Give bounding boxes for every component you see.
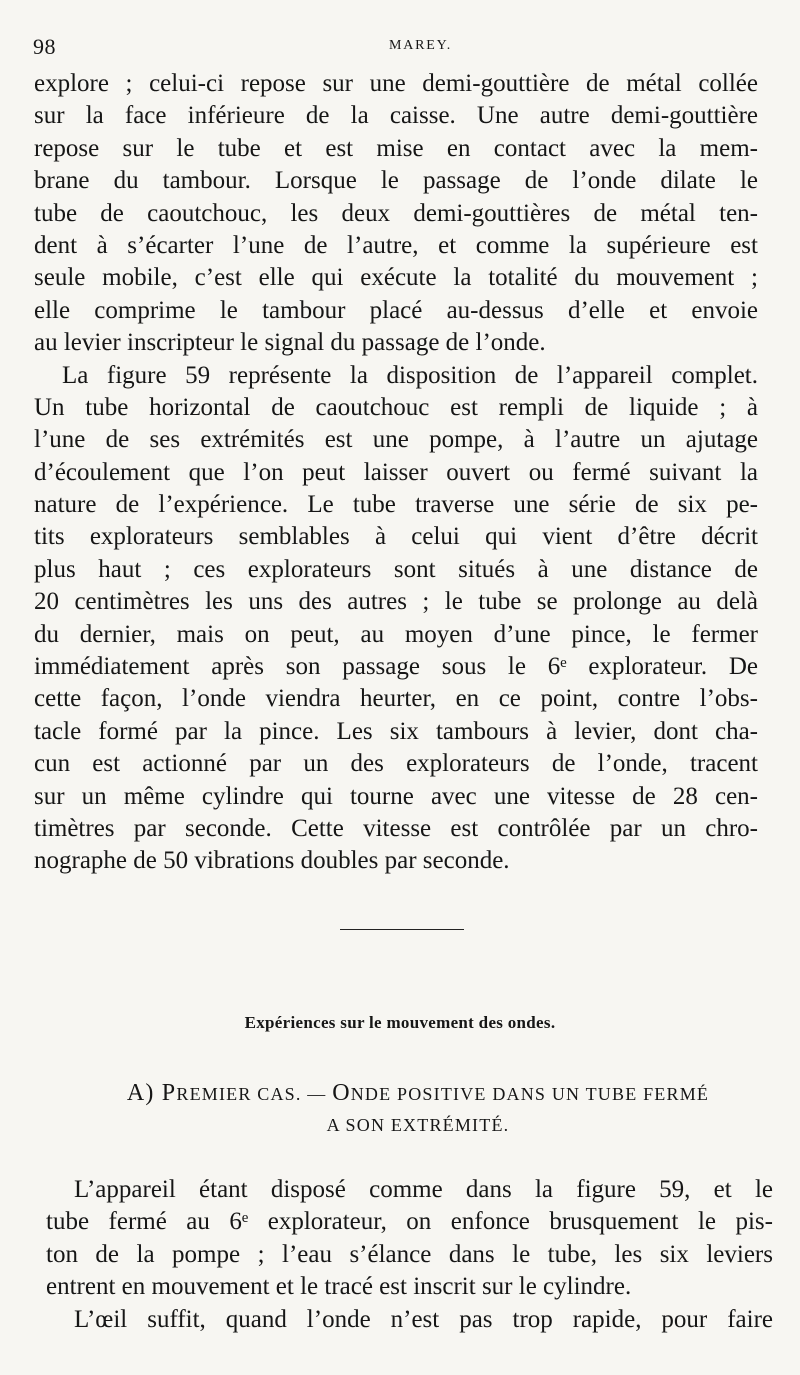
text-line: sur un même cylindre qui tourne avec une vitesse de 28 cen-	[34, 782, 758, 810]
case-heading-line-2: A SON EXTRÉMITÉ.	[326, 1115, 510, 1135]
case-word-2-initial: O	[332, 1080, 351, 1106]
case-word-1-rest: REMIER CAS.	[176, 1084, 302, 1104]
text-line: L’œil suffit, quand l’onde n’est pas trop rapide, pour faire	[74, 1305, 773, 1333]
text-line: nographe de 50 vibrations doubles par seconde.	[34, 847, 510, 875]
page-number: 98	[33, 34, 56, 59]
text-line: elle comprime le tambour placé au-dessus d’elle et envoie	[34, 296, 758, 324]
text-line: brane du tambour. Lorsque le passage de l’onde dilate le	[34, 167, 758, 195]
text-line: d’écoulement que l’on peut laisser ouvert ou fermé suivant la	[34, 458, 758, 486]
text-line: l’une de ses extrémités est une pompe, à l’autre un ajutage	[34, 426, 758, 454]
text-line: entrent en mouvement et le tracé est inscrit sur le cylindre.	[46, 1273, 632, 1301]
text-line: du dernier, mais on peut, au moyen d’une pince, le fermer	[34, 620, 758, 648]
text-line: L’appareil étant disposé comme dans la figure 59, et le	[74, 1176, 773, 1203]
case-heading	[90, 1078, 746, 1141]
text-line: Un tube horizontal de caoutchouc est rempli de liquide ; à	[34, 393, 758, 421]
text-line: cette façon, l’onde viendra heurter, en ce point, contre l’obs-	[34, 685, 758, 713]
text-line: tacle formé par la pince. Les six tambours à levier, dont cha-	[34, 717, 758, 745]
case-heading-line-1	[90, 1078, 746, 1110]
text-line: seule mobile, c’est elle qui exécute la totalité du mouvement ;	[34, 264, 758, 292]
main-text-block	[34, 68, 758, 878]
text-line: tube de caoutchouc, les deux demi-gouttières de métal ten-	[34, 199, 758, 227]
text-line: plus haut ; ces explorateurs sont situés à une distance de	[34, 555, 758, 583]
text-line: ton de la pompe ; l’eau s’élance dans le tube, les six leviers	[46, 1240, 773, 1268]
text-line: explore ; celui-ci repose sur une demi-gouttière de métal collée	[34, 70, 758, 97]
case-word-1-initial: P	[161, 1080, 177, 1106]
case-word-2-rest: NDE POSITIVE DANS UN TUBE FERMÉ	[350, 1084, 710, 1104]
text-line: sur la face inférieure de la caisse. Une autre demi-gouttière	[34, 102, 758, 130]
section-divider	[340, 929, 464, 930]
section-title: Expériences sur le mouvement des ondes.	[244, 1013, 556, 1032]
text-line: au levier inscripteur le signal du passage de l’onde.	[34, 329, 546, 357]
text-line: La figure 59 représente la disposition de l’appareil complet.	[62, 361, 758, 389]
text-line: cun est actionné par un des explorateurs de l’onde, tracent	[34, 750, 758, 778]
text-line: repose sur le tube et est mise en contact avec la mem-	[34, 134, 758, 162]
case-letter: A)	[126, 1080, 162, 1106]
text-line: nature de l’expérience. Le tube traverse une série de six pe-	[34, 491, 758, 519]
running-title: MAREY.	[389, 38, 453, 53]
page-header	[33, 34, 752, 58]
text-line: timètres par seconde. Cette vitesse est contrôlée par un chro-	[34, 814, 758, 842]
text-line: 20 centimètres les uns des autres ; le tube se prolonge au delà	[34, 588, 758, 616]
text-line: dent à s’écarter l’une de l’autre, et comme la supérieure est	[34, 231, 758, 259]
case-dash: —	[301, 1084, 333, 1104]
lower-text-block	[46, 1174, 773, 1336]
text-line: tits explorateurs semblables à celui qui vient d’être décrit	[34, 523, 758, 551]
text-line: tube fermé au 6ᵉ explorateur, on enfonce brusquement le pis-	[46, 1208, 773, 1236]
text-line: immédiatement après son passage sous le 6ᵉ explorateur. De	[34, 653, 758, 681]
